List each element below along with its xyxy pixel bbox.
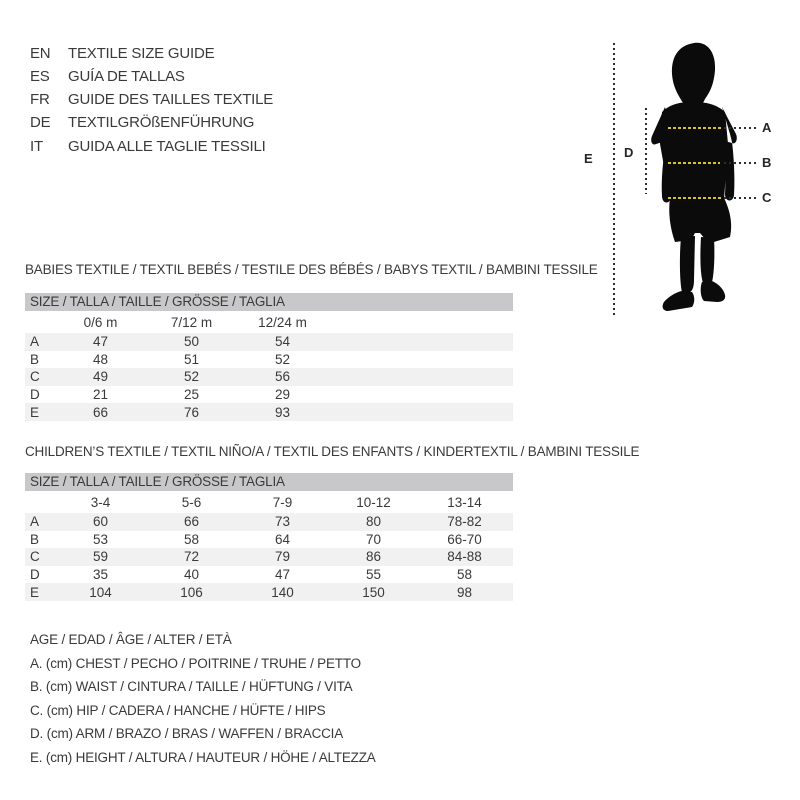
cell: 66-70: [447, 531, 482, 547]
cell: 79: [274, 549, 291, 565]
language-code: IT: [30, 138, 43, 155]
cell: 35: [92, 567, 109, 583]
children-section-title: CHILDREN’S TEXTILE / TEXTIL NIÑO/A / TEXTIL DES ENFANTS / KINDERTEXTIL / BAMBINI TESSILE: [25, 444, 640, 459]
cell: 64: [274, 531, 291, 547]
table-row: [25, 566, 513, 584]
row-label: C: [30, 369, 40, 385]
language-code: ES: [30, 68, 50, 85]
measure-label-b: B: [762, 155, 772, 170]
column-header: 0/6 m: [83, 315, 118, 331]
cell: 73: [274, 514, 291, 530]
measurement-figure: [580, 30, 798, 332]
language-row-en: [30, 45, 214, 65]
cell: 25: [183, 387, 200, 403]
language-row-fr: [30, 91, 273, 111]
column-header: 5-6: [181, 495, 202, 511]
babies-section-title: BABIES TEXTILE / TEXTIL BEBÉS / TESTILE DES BÉBÉS / BABYS TEXTIL / BAMBINI TESSILE: [25, 262, 598, 277]
cell: 48: [92, 351, 109, 367]
cell: 29: [274, 387, 291, 403]
cell: 51: [183, 351, 200, 367]
cell: 104: [89, 584, 112, 600]
cell: 66: [183, 514, 200, 530]
hip-leader-dots: [724, 197, 758, 199]
cell: 84-88: [447, 549, 482, 565]
row-label: C: [30, 549, 40, 565]
cell: 66: [92, 404, 109, 420]
language-code: DE: [30, 114, 51, 131]
row-label: D: [30, 567, 40, 583]
child-silhouette-image: [648, 40, 752, 320]
chest-measure-line: [668, 127, 722, 129]
measure-label-e: E: [584, 151, 593, 166]
cell: 59: [92, 549, 109, 565]
language-row-de: [30, 114, 254, 134]
waist-leader-dots: [724, 162, 758, 164]
table-row: [25, 531, 513, 549]
cell: 54: [274, 334, 291, 350]
chest-leader-dots: [724, 127, 758, 129]
cell: 40: [183, 567, 200, 583]
row-label: D: [30, 387, 40, 403]
cell: 150: [362, 584, 385, 600]
legend-line-age: AGE / EDAD / ÂGE / ALTER / ETÀ: [30, 632, 232, 647]
table-row: [25, 351, 513, 369]
column-header: 10-12: [356, 495, 391, 511]
cell: 86: [365, 549, 382, 565]
cell: 78-82: [447, 514, 482, 530]
column-header: 3-4: [90, 495, 111, 511]
language-row-es: [30, 68, 185, 88]
cell: 55: [365, 567, 382, 583]
cell: 60: [92, 514, 109, 530]
cell: 58: [456, 567, 473, 583]
table-row: [25, 403, 513, 421]
cell: 56: [274, 369, 291, 385]
cell: 106: [180, 584, 203, 600]
cell: 70: [365, 531, 382, 547]
measure-label-c: C: [762, 190, 772, 205]
table-row: [25, 386, 513, 404]
hip-measure-line: [668, 197, 722, 199]
table-row: [25, 583, 513, 601]
cell: 58: [183, 531, 200, 547]
cell: 21: [92, 387, 109, 403]
legend-line-chest: A. (cm) CHEST / PECHO / POITRINE / TRUHE / PETTO: [30, 655, 361, 671]
children-size-header: SIZE / TALLA / TAILLE / GRÖSSE / TAGLIA: [25, 473, 513, 491]
row-label: A: [30, 514, 40, 530]
language-row-it: [30, 138, 266, 158]
cell: 47: [274, 567, 291, 583]
row-label: B: [30, 351, 40, 367]
cell: 50: [183, 334, 200, 350]
language-code: EN: [30, 45, 51, 62]
measure-label-d: D: [624, 145, 634, 160]
babies-column-header-row: [25, 314, 513, 332]
legend-line-hip: C. (cm) HIP / CADERA / HANCHE / HÜFTE / HIPS: [30, 702, 326, 718]
column-header: 12/24 m: [258, 315, 307, 331]
cell: 53: [92, 531, 109, 547]
cell: 52: [183, 369, 200, 385]
row-label: E: [30, 584, 40, 600]
cell: 72: [183, 549, 200, 565]
table-row: [25, 333, 513, 351]
row-label: B: [30, 531, 40, 547]
legend-line-height: E. (cm) HEIGHT / ALTURA / HAUTEUR / HÖHE / ALTEZZA: [30, 750, 376, 765]
column-header: 7/12 m: [170, 315, 213, 331]
row-label: E: [30, 404, 40, 420]
cell: 98: [456, 584, 473, 600]
table-row: [25, 548, 513, 566]
column-header: 13-14: [447, 495, 482, 511]
table-row: [25, 513, 513, 531]
language-code: FR: [30, 91, 50, 108]
cell: 80: [365, 514, 382, 530]
language-title: GUÍA DE TALLAS: [68, 68, 185, 85]
column-header: 7-9: [272, 495, 293, 511]
waist-measure-line: [668, 162, 720, 164]
legend-line-arm: D. (cm) ARM / BRAZO / BRAS / WAFFEN / BRACCIA: [30, 726, 344, 742]
table-row: [25, 368, 513, 386]
measure-label-a: A: [762, 120, 772, 135]
language-title: TEXTILE SIZE GUIDE: [68, 45, 215, 62]
cell: 140: [271, 584, 294, 600]
children-column-header-row: [25, 494, 513, 512]
cell: 76: [183, 404, 200, 420]
arm-measure-line: [645, 108, 647, 194]
babies-size-header: SIZE / TALLA / TAILLE / GRÖSSE / TAGLIA: [25, 293, 513, 311]
language-title: GUIDA ALLE TAGLIE TESSILI: [68, 138, 266, 155]
cell: 47: [92, 334, 109, 350]
language-title: TEXTILGRÖßENFÜHRUNG: [68, 114, 255, 131]
legend-line-waist: B. (cm) WAIST / CINTURA / TAILLE / HÜFTUNG / VITA: [30, 679, 353, 695]
language-title: GUIDE DES TAILLES TEXTILE: [68, 91, 274, 108]
cell: 49: [92, 369, 109, 385]
cell: 52: [274, 351, 291, 367]
height-measure-line: [613, 43, 615, 316]
cell: 93: [274, 404, 291, 420]
row-label: A: [30, 334, 40, 350]
